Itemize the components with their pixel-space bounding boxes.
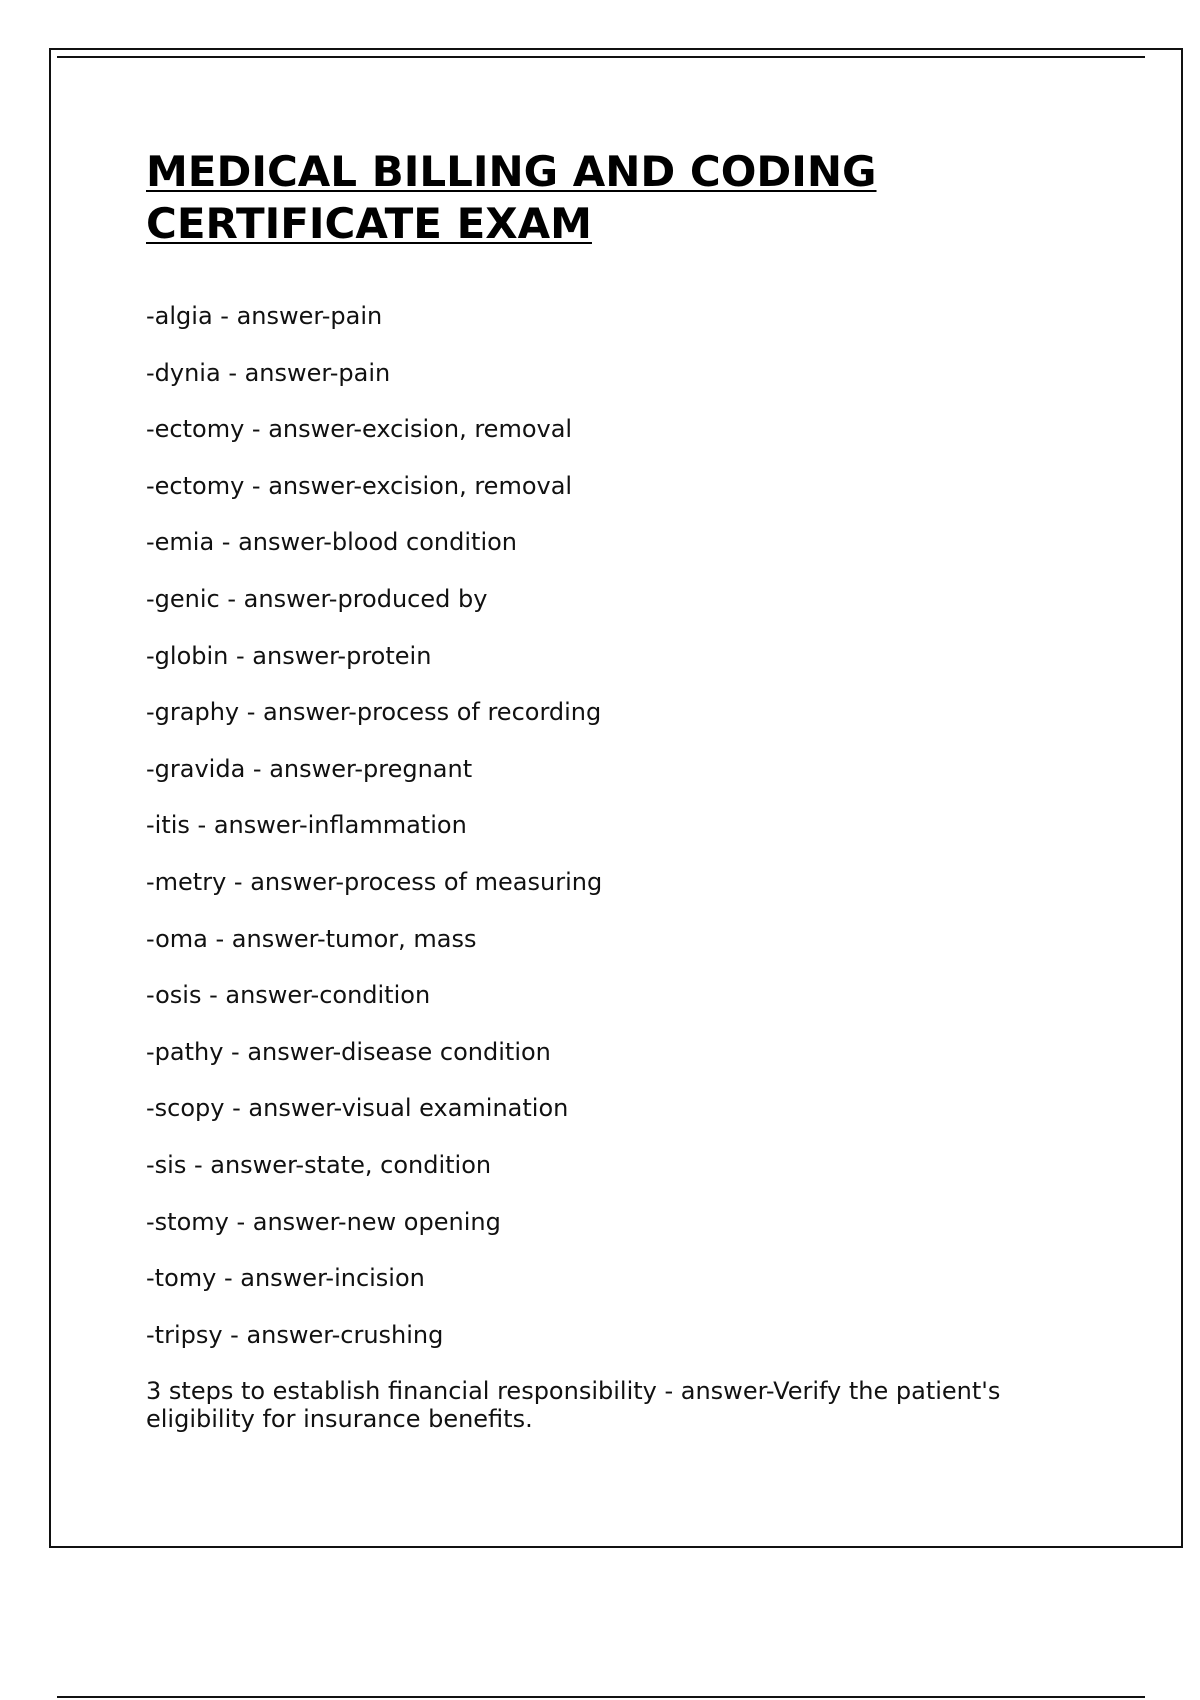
list-item: -globin - answer-protein	[146, 641, 432, 670]
top-rule	[57, 56, 1145, 58]
list-item: -oma - answer-tumor, mass	[146, 924, 477, 953]
list-item: -tripsy - answer-crushing	[146, 1320, 444, 1349]
list-item-long: 3 steps to establish financial responsibility - answer-Verify the patient's eligibility for insurance benefits.	[146, 1377, 1001, 1434]
list-item: -graphy - answer-process of recording	[146, 698, 602, 727]
bottom-rule	[57, 1696, 1145, 1698]
document-body	[146, 146, 1076, 1433]
list-item: -pathy - answer-disease condition	[146, 1037, 551, 1066]
list-item: -genic - answer-produced by	[146, 584, 488, 613]
list-item: -algia - answer-pain	[146, 302, 383, 330]
list-item: -tomy - answer-incision	[146, 1264, 425, 1293]
list-item: -itis - answer-inflammation	[146, 811, 467, 840]
document-title	[146, 146, 1076, 250]
list-item: -ectomy - answer-excision, removal	[146, 471, 573, 500]
list-item: -scopy - answer-visual examination	[146, 1094, 569, 1123]
list-item: -gravida - answer-pregnant	[146, 754, 473, 783]
list-item: -emia - answer-blood condition	[146, 528, 518, 557]
list-item: -dynia - answer-pain	[146, 358, 391, 387]
list-item: -osis - answer-condition	[146, 981, 431, 1010]
list-item: -stomy - answer-new opening	[146, 1207, 501, 1236]
list-item: -ectomy - answer-excision, removal	[146, 415, 573, 444]
list-item: -sis - answer-state, condition	[146, 1150, 492, 1179]
list-item: -metry - answer-process of measuring	[146, 867, 603, 896]
title-line-1: MEDICAL BILLING AND CODING	[146, 147, 877, 196]
flashcard-list	[146, 302, 1076, 1433]
title-line-2: CERTIFICATE EXAM	[146, 199, 592, 248]
